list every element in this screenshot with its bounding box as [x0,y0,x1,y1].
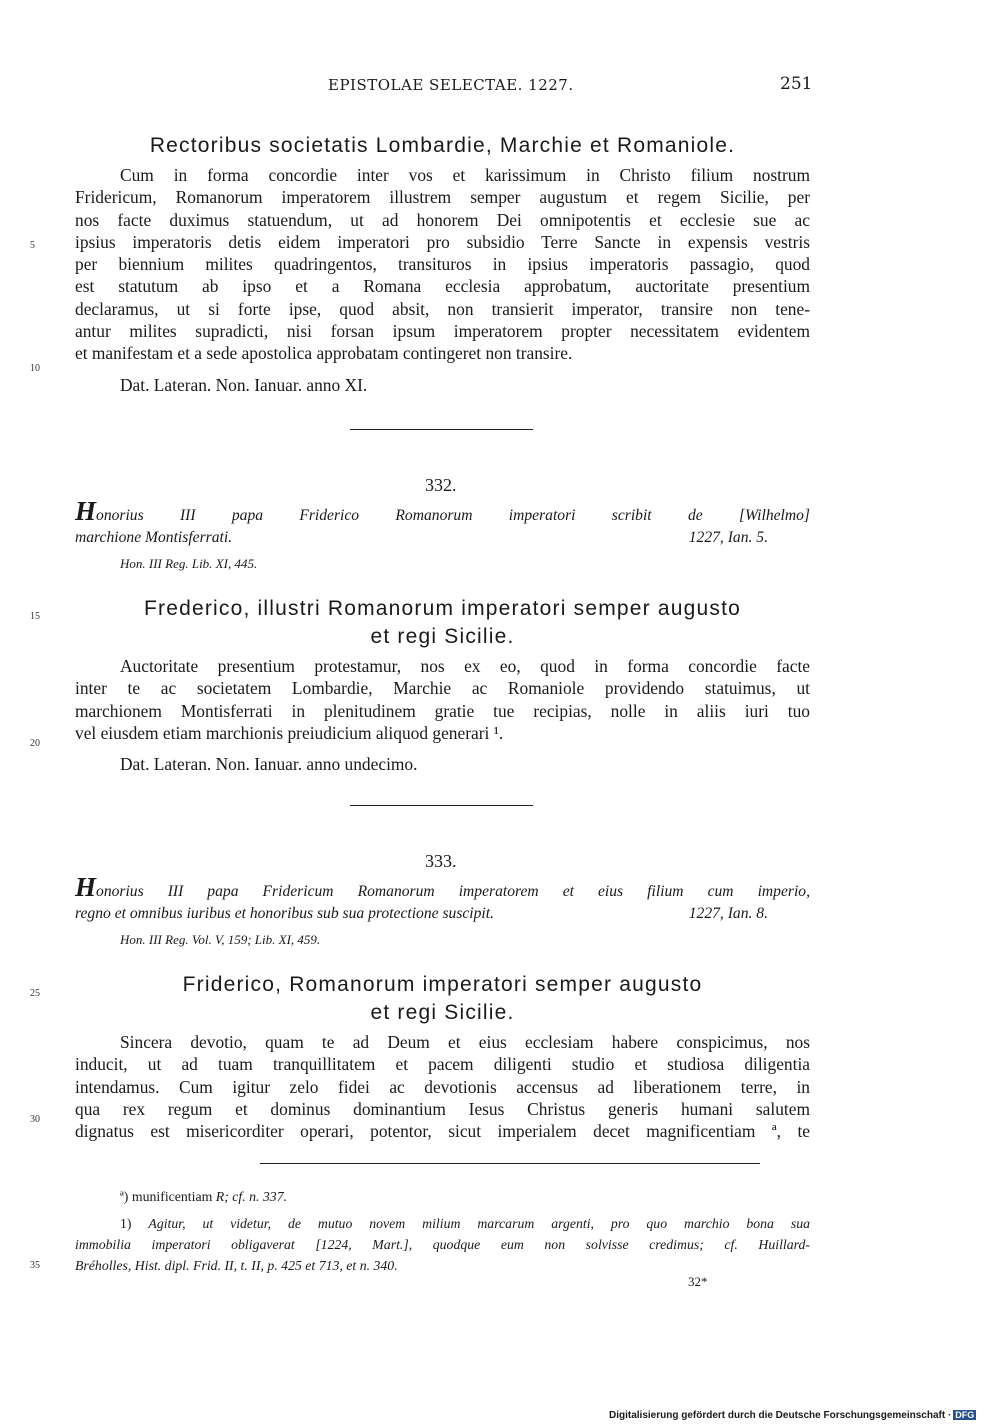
letter-333-body [75,1031,810,1142]
line-number: 5 [30,240,35,251]
text-line: et manifestam et a sede apostolica approbatam contingeret non transire. [75,343,573,364]
salutation-332-line1: Frederico, illustri Romanorum imperatori semper augusto [143,597,742,620]
salutation-333-line1: Friderico, Romanorum imperatori semper augusto [182,973,703,996]
salutation-332-line2: et regi Sicilie. [370,625,515,648]
line-number: 10 [30,363,40,374]
footnote-line: immobilia imperatori obligaverat [1224, Mart.], quodque eum non solvisse credimus; cf. Huillard- [75,1237,810,1252]
line-number: 15 [30,611,40,622]
dating-clause-prev: Dat. Lateran. Non. Ianuar. anno XI. [120,375,368,395]
text-line: Cum in forma concordie inter vos et karissimum in Christo filium nostrum [120,165,810,185]
footnote-rule [260,1163,760,1164]
page-number: 251 [780,74,813,94]
footnote-text: munificentiam [131,1189,213,1204]
text-line: marchionem Montisferrati in plenitudinem gratie tue recipias, nolle in aliis iuri tuo [75,700,810,721]
letter-prev-body [75,164,810,365]
line-number: 30 [30,1114,40,1125]
letter-number-333: 333. [425,851,457,871]
letter-number-332: 332. [425,475,457,495]
text-line: dignatus est misericorditer operari, potentor, sicut imperialem decet magnificentiam ª, te [75,1121,810,1142]
section-divider [350,805,533,806]
text-line: est statutum ab ipso et a Romana ecclesia approbatum, auctoritate presentium [75,276,810,297]
section-divider [350,429,533,430]
initial-letter: H [75,496,97,526]
source-333: Hon. III Reg. Vol. V, 159; Lib. XI, 459. [120,932,321,947]
text-line: nos facte duximus statuendum, ut ad honorem Dei omnipotentis et ecclesie sue ac [75,209,810,230]
summary-line: regno et omnibus iuribus et honoribus sub sua protectione suscipit. 1227, Ian. 8. [75,903,810,925]
text-line: inducit, ut ad tuam tranquillitatem et pacem diligenti studio et studiosa diligentia [75,1054,810,1075]
text-line: ipsius imperatoris detis eidem imperatori pro subsidio Terre Sancte in expensis vestris [75,231,810,252]
summary-date: 1227, Ian. 5. [688,529,768,546]
line-number: 25 [30,988,40,999]
summary-line: Honorius III papa Friderico Romanorum imperatori scribit de [Wilhelmo] [75,496,810,526]
signature-mark: 32* [688,1274,708,1289]
text-line: Fridericum, Romanorum imperatorem illustrem semper augustum et regem Sicilie, per [75,187,810,208]
digitization-footer [609,1410,976,1421]
dfg-logo-icon: DFG [955,1410,975,1420]
footnote-line: 1) Agitur, ut videtur, de mutuo novem milium marcarum argenti, pro quo marchio bona sua [120,1216,810,1231]
summary-line: Honorius III papa Fridericum Romanorum imperatorem et eius filium cum imperio, [75,872,810,902]
text-line: antur milites supradicti, nisi forsan ipsum imperatorem propter necessitatem evidentem [75,321,810,342]
footnote-mark: 1) [120,1216,132,1231]
text-line: inter te ac societatem Lombardie, Marchie ac Romaniole providendo statuimus, ut [75,678,810,699]
line-number: 35 [30,1260,40,1271]
footer-text: Digitalisierung gefördert durch die Deutsche Forschungsgemeinschaft · [609,1410,952,1421]
initial-letter: H [75,872,97,902]
letter-332-body [75,655,810,744]
summary-333 [75,872,810,925]
salutation-333-line2: et regi Sicilie. [370,1001,515,1024]
footnote-a [120,1186,855,1207]
text-line: intendamus. Cum igitur zelo fidei ac devotionis accensus ad liberationem terre, in [75,1076,810,1097]
dating-clause-332: Dat. Lateran. Non. Ianuar. anno undecimo. [120,754,418,774]
text-line: declaramus, ut si forte ipse, quod absit, non transierit imperator, transire non tene- [75,298,810,319]
text-line: Sincera devotio, quam te ad Deum et eius ecclesiam habere conspicimus, nos [120,1032,810,1052]
text-line: per biennium milites quadringentos, transituros in ipsius imperatoris passagio, quod [75,254,810,275]
salutation-prev: Rectoribus societatis Lombardie, Marchie et Romaniole. [149,134,736,157]
running-title: EPISTOLAE SELECTAE. 1227. [328,76,574,94]
text-line: Auctoritate presentium protestamur, nos ex eo, quod in forma concordie facte [120,656,810,676]
footnote-1 [75,1213,810,1276]
summary-date: 1227, Ian. 8. [688,905,768,922]
summary-line: marchione Montisferrati. 1227, Ian. 5. [75,527,810,549]
footnote-mark: ª) [120,1189,129,1204]
text-line: vel eiusdem etiam marchionis preiudicium aliquod generari ¹. [75,722,504,743]
footnote-line: Bréholles, Hist. dipl. Frid. II, t. II, p. 425 et 713, et n. 340. [75,1258,398,1273]
source-332: Hon. III Reg. Lib. XI, 445. [120,556,258,571]
line-number: 20 [30,738,40,749]
summary-332 [75,496,810,549]
footnote-text: R; cf. n. 337. [215,1189,288,1204]
text-line: qua rex regum et dominus dominantium Iesus Christus generis humani salutem [75,1098,810,1119]
